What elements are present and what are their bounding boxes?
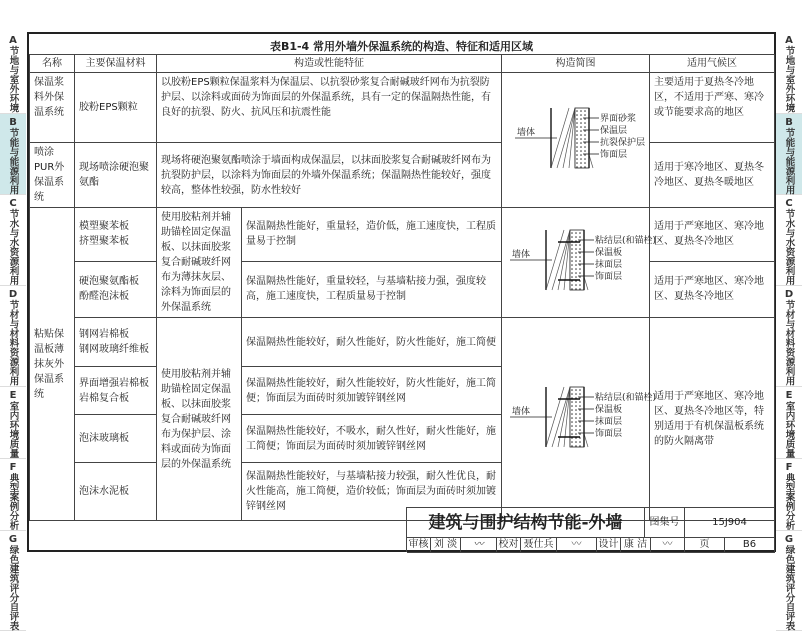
insulation-dot	[579, 401, 581, 403]
material: 硬泡聚氨酯板 酚醛泡沫板	[75, 261, 157, 317]
insulation-dot	[584, 146, 586, 148]
tab-letter: F	[10, 462, 17, 473]
insulation-dot	[584, 150, 586, 152]
table-row	[30, 143, 775, 208]
header-diagram: 构造简图	[502, 55, 650, 73]
insulation-dot	[575, 260, 577, 262]
insulation-dot	[575, 421, 577, 423]
insulation-dot	[575, 417, 577, 419]
header-name: 名称	[30, 55, 75, 73]
feature: 保温隔热性能好，重量轻，造价低，施工速度快，工程质量易于控制	[242, 208, 502, 262]
insulation-dot	[575, 413, 577, 415]
insulation-dot	[584, 162, 586, 164]
climate: 适用于严寒地区、寒冷地区、夏热冬冷地区	[650, 261, 775, 317]
insulation-dot	[576, 142, 578, 144]
insulation-dot	[580, 134, 582, 136]
insulation-dot	[584, 126, 586, 128]
layer-label: 保温板	[595, 403, 622, 415]
insulation-dot	[571, 441, 573, 443]
insulation-dot	[579, 260, 581, 262]
insulation-dot	[579, 421, 581, 423]
insulation-dot	[571, 425, 573, 427]
insulation-dot	[584, 122, 586, 124]
wall-hatch	[558, 387, 570, 447]
insulation-dot	[571, 260, 573, 262]
insulation-dot	[580, 158, 582, 160]
insulation-dot	[579, 405, 581, 407]
climate: 适用于严寒地区、寒冷地区、夏热冬冷地区等，特别适用于有机保温板系统的防火隔离带	[650, 318, 775, 521]
insulation-dot	[575, 425, 577, 427]
insulation-dot	[584, 138, 586, 140]
insulation-dot	[571, 429, 573, 431]
layer-label: 保温板	[595, 246, 622, 258]
insulation-dot	[580, 138, 582, 140]
insulation-dot	[575, 441, 577, 443]
construction: 使用胶粘剂并辅助锚栓固定保温板、以抹面胶浆复合耐碱玻纤网布为保护层、涂料或面砖为饰面层的外保温系统	[157, 318, 242, 521]
header-feature: 构造或性能特征	[157, 55, 502, 73]
table-row	[30, 261, 775, 317]
insulation-dot	[575, 288, 577, 290]
insulation-dot	[576, 162, 578, 164]
insulation-dot	[576, 158, 578, 160]
wall-hatch	[558, 230, 570, 290]
insulation-dot	[584, 142, 586, 144]
feature: 保温隔热性能好，重量较轻，与基墙粘接力强，强度较高，施工速度快，工程质量易于控制	[242, 261, 502, 317]
tab-letter: E	[786, 390, 793, 401]
system-name: 喷涂PUR外保温系统	[30, 143, 75, 208]
diagram-board-b	[502, 318, 650, 521]
insulation-dot	[580, 114, 582, 116]
material: 界面增强岩棉板 岩棉复合板	[75, 367, 157, 415]
tab-label: 节材与材料资源利用	[8, 300, 19, 386]
insulation-dot	[571, 393, 573, 395]
layer-label: 保温层	[600, 125, 627, 136]
table-row	[30, 318, 775, 367]
review-label: 审核	[407, 538, 431, 553]
insulation-systems-table	[29, 54, 775, 521]
insulation-dot	[576, 126, 578, 128]
insulation-dot	[584, 158, 586, 160]
material: 胶粉EPS颗粒	[75, 73, 157, 143]
insulation-dot	[584, 134, 586, 136]
feature: 保温隔热性能较好，与基墙粘接力较强，耐久性优良，耐火性能高，施工简便，造价较低；饰面层为面砖时须加镀锌钢丝网	[242, 463, 502, 521]
insulation-dot	[575, 429, 577, 431]
insulation-dot	[579, 429, 581, 431]
insulation-dot	[579, 284, 581, 286]
insulation-dot	[575, 276, 577, 278]
side-tab-f[interactable]	[776, 459, 802, 531]
insulation-dot	[579, 252, 581, 254]
insulation-dot	[571, 401, 573, 403]
tab-letter: F	[786, 462, 793, 473]
insulation-dot	[579, 288, 581, 290]
insulation-dot	[580, 154, 582, 156]
diagram-plaster	[502, 73, 650, 208]
insulation-dot	[575, 244, 577, 246]
side-nav-right	[776, 32, 802, 552]
insulation-dot	[575, 248, 577, 250]
insulation-dot	[579, 441, 581, 443]
header-row	[30, 55, 775, 73]
insulation-dot	[571, 272, 573, 274]
insulation-dot	[579, 393, 581, 395]
feature: 现场将硬泡聚氨酯喷涂于墙面构成保温层，以抹面胶浆复合耐碱玻纤网布为抗裂防护层，以涂料为饰面层的外墙外保温系统；保温隔热性能较好，强度较高，整体性较强，防水性较好	[157, 143, 502, 208]
insulation-dot	[579, 409, 581, 411]
tab-letter: A	[9, 35, 17, 46]
layer-label: 抹面层	[595, 258, 622, 270]
insulation-dot	[571, 413, 573, 415]
insulation-dot	[575, 268, 577, 270]
insulation-dot	[584, 110, 586, 112]
insulation-dot	[571, 232, 573, 234]
insulation-dot	[579, 248, 581, 250]
insulation-dot	[575, 232, 577, 234]
header-material: 主要保温材料	[75, 55, 157, 73]
insulation-dot	[580, 162, 582, 164]
insulation-dot	[579, 433, 581, 435]
layer-label: 饰面层	[595, 270, 622, 282]
insulation-dot	[579, 389, 581, 391]
table-title: 表B1-4 常用外墙外保温系统的构造、特征和适用区域	[29, 34, 774, 54]
tab-letter: G	[9, 534, 17, 545]
insulation-dot	[575, 405, 577, 407]
table-row	[30, 208, 775, 262]
insulation-dot	[571, 236, 573, 238]
tab-label: 节能与能源利用	[784, 128, 795, 195]
insulation-dot	[571, 248, 573, 250]
insulation-dot	[571, 389, 573, 391]
insulation-dot	[571, 256, 573, 258]
side-nav-left	[0, 32, 26, 552]
material: 现场喷涂硬泡聚氨酯	[75, 143, 157, 208]
material: 泡沫玻璃板	[75, 415, 157, 463]
insulation-dot	[579, 244, 581, 246]
insulation-dot	[584, 130, 586, 132]
tab-label: 节地与室外环境	[784, 46, 795, 113]
insulation-dot	[579, 256, 581, 258]
insulation-dot	[579, 413, 581, 415]
insulation-dot	[571, 264, 573, 266]
insulation-dot	[579, 232, 581, 234]
material: 模塑聚苯板 挤塑聚苯板	[75, 208, 157, 262]
side-tab-g[interactable]	[776, 531, 802, 631]
checker: 聂仕兵	[521, 538, 557, 553]
insulation-dot	[576, 114, 578, 116]
insulation-dot	[571, 409, 573, 411]
insulation-dot	[579, 236, 581, 238]
page-number: B6	[725, 538, 775, 553]
insulation-dot	[580, 110, 582, 112]
insulation-dot	[576, 130, 578, 132]
table-row	[30, 73, 775, 143]
checker-signature: 〰	[557, 538, 597, 553]
insulation-dot	[571, 276, 573, 278]
reviewer-signature: 〰	[461, 538, 497, 553]
insulation-dot	[576, 150, 578, 152]
tab-letter: B	[785, 117, 793, 128]
insulation-dot	[575, 401, 577, 403]
insulation-dot	[575, 393, 577, 395]
tab-label: 绿色建筑评分自评表	[784, 545, 795, 631]
layer-label: 界面砂浆	[600, 112, 636, 124]
tab-letter: A	[785, 35, 793, 46]
insulation-dot	[571, 405, 573, 407]
title-block	[406, 507, 774, 552]
side-tab-d[interactable]	[776, 286, 802, 387]
insulation-dot	[579, 425, 581, 427]
layer-label: 粘结层(和锚栓)	[595, 391, 656, 403]
insulation-dot	[584, 166, 586, 168]
reviewer: 刘 淡	[431, 538, 461, 553]
insulation-dot	[580, 118, 582, 120]
feature: 保温隔热性能较好，不吸水，耐久性好，耐火性能好，施工简便；饰面层为面砖时须加镀锌钢丝网	[242, 415, 502, 463]
drawing-title: 建筑与围护结构节能-外墙	[407, 508, 645, 538]
insulation-dot	[576, 166, 578, 168]
construction: 使用胶粘剂并辅助锚栓固定保温板、以抹面胶浆复合耐碱玻纤网布为薄抹灰层、涂料为饰面层的外保温系统	[157, 208, 242, 318]
system-name: 保温浆料外保温系统	[30, 73, 75, 143]
tab-letter: E	[10, 390, 17, 401]
side-tab-f[interactable]	[0, 459, 26, 531]
side-tab-b[interactable]	[0, 114, 26, 196]
diagram-board-a	[502, 208, 650, 318]
side-tab-d[interactable]	[0, 286, 26, 387]
insulation-dot	[571, 268, 573, 270]
climate: 主要适用于夏热冬冷地区，不适用于严寒、寒冷或节能要求高的地区	[650, 73, 775, 143]
designer-signature: 〰	[651, 538, 685, 553]
insulation-dot	[575, 445, 577, 447]
insulation-dot	[576, 138, 578, 140]
insulation-dot	[571, 445, 573, 447]
tab-label: 典型案例分析	[784, 473, 795, 530]
insulation-dot	[579, 445, 581, 447]
wall-label: 墙体	[512, 405, 530, 417]
insulation-dot	[575, 409, 577, 411]
side-tab-b[interactable]	[776, 114, 802, 196]
tab-label: 室内环境质量	[8, 401, 19, 458]
insulation-dot	[575, 256, 577, 258]
document-frame	[27, 32, 776, 552]
layer-label: 饰面层	[600, 148, 627, 160]
insulation-dot	[579, 264, 581, 266]
tab-letter: D	[9, 289, 17, 300]
insulation-dot	[580, 146, 582, 148]
design-label: 设计	[597, 538, 621, 553]
side-tab-g[interactable]	[0, 531, 26, 631]
tab-label: 节水与水资源利用	[8, 209, 19, 285]
insulation-dot	[580, 142, 582, 144]
side-tab-a[interactable]	[776, 32, 802, 114]
insulation-dot	[579, 272, 581, 274]
material: 钢网岩棉板 钢网玻璃纤维板	[75, 318, 157, 367]
side-tab-e[interactable]	[0, 387, 26, 459]
tab-letter: B	[9, 117, 17, 128]
insulation-dot	[579, 417, 581, 419]
tab-label: 室内环境质量	[784, 401, 795, 458]
atlas-number: 15J904	[685, 508, 775, 538]
tab-label: 典型案例分析	[8, 473, 19, 530]
insulation-dot	[580, 130, 582, 132]
layer-label: 抹面层	[595, 415, 622, 427]
insulation-dot	[576, 154, 578, 156]
tab-label: 节水与水资源利用	[784, 209, 795, 285]
insulation-dot	[580, 126, 582, 128]
insulation-dot	[575, 272, 577, 274]
insulation-dot	[584, 118, 586, 120]
tab-letter: C	[9, 198, 16, 209]
insulation-dot	[584, 154, 586, 156]
insulation-dot	[584, 114, 586, 116]
atlas-label: 图集号	[645, 508, 685, 538]
insulation-dot	[580, 166, 582, 168]
tab-letter: G	[785, 534, 793, 545]
tab-label: 绿色建筑评分自评表	[8, 545, 19, 631]
insulation-dot	[571, 433, 573, 435]
side-tab-c[interactable]	[776, 195, 802, 286]
insulation-dot	[580, 122, 582, 124]
check-label: 校对	[497, 538, 521, 553]
tab-label: 节材与材料资源利用	[784, 300, 795, 386]
material: 泡沫水泥板	[75, 463, 157, 521]
insulation-dot	[579, 276, 581, 278]
side-tab-c[interactable]	[0, 195, 26, 286]
insulation-dot	[579, 268, 581, 270]
header-climate: 适用气候区	[650, 55, 775, 73]
insulation-dot	[571, 288, 573, 290]
insulation-dot	[571, 252, 573, 254]
system-name: 粘贴保温板薄抹灰外保温系统	[30, 208, 75, 521]
insulation-dot	[571, 244, 573, 246]
page-label: 页	[685, 538, 725, 553]
insulation-dot	[575, 264, 577, 266]
side-tab-e[interactable]	[776, 387, 802, 459]
tab-label: 节能与能源利用	[8, 128, 19, 195]
insulation-dot	[580, 150, 582, 152]
feature: 保温隔热性能较好，耐久性能好，防火性能好，施工简便	[242, 318, 502, 367]
insulation-dot	[571, 417, 573, 419]
insulation-dot	[576, 122, 578, 124]
layer-label: 饰面层	[595, 427, 622, 439]
feature: 保温隔热性能较好，耐久性能较好，防火性能好，施工简便；饰面层为面砖时须加镀锌钢丝网	[242, 367, 502, 415]
layer-label: 抗裂保护层	[600, 136, 645, 148]
climate: 适用于严寒地区、寒冷地区、夏热冬冷地区	[650, 208, 775, 262]
tab-label: 节地与室外环境	[8, 46, 19, 113]
climate: 适用于寒冷地区、夏热冬冷地区、夏热冬暖地区	[650, 143, 775, 208]
insulation-dot	[576, 134, 578, 136]
tab-letter: C	[785, 198, 792, 209]
wall-label: 墙体	[512, 248, 530, 260]
wall-hatch	[563, 108, 575, 168]
insulation-dot	[575, 433, 577, 435]
wall-label: 墙体	[517, 126, 535, 138]
tab-letter: D	[785, 289, 793, 300]
insulation-dot	[575, 236, 577, 238]
insulation-dot	[575, 284, 577, 286]
side-tab-a[interactable]	[0, 32, 26, 114]
insulation-dot	[575, 389, 577, 391]
layer-label: 粘结层(和锚栓)	[595, 234, 656, 246]
insulation-dot	[576, 118, 578, 120]
insulation-dot	[576, 110, 578, 112]
insulation-dot	[575, 252, 577, 254]
insulation-dot	[576, 146, 578, 148]
insulation-dot	[571, 284, 573, 286]
feature: 以胶粉EPS颗粒保温浆料为保温层、以抗裂砂浆复合耐碱玻纤网布为抗裂防护层、以涂料或面砖为饰面层的外保温系统，具有一定的保温隔热性能，有良好的抗裂、防火、抗风压和抗震性能	[157, 73, 502, 143]
insulation-dot	[571, 421, 573, 423]
designer: 康 洁	[621, 538, 651, 553]
